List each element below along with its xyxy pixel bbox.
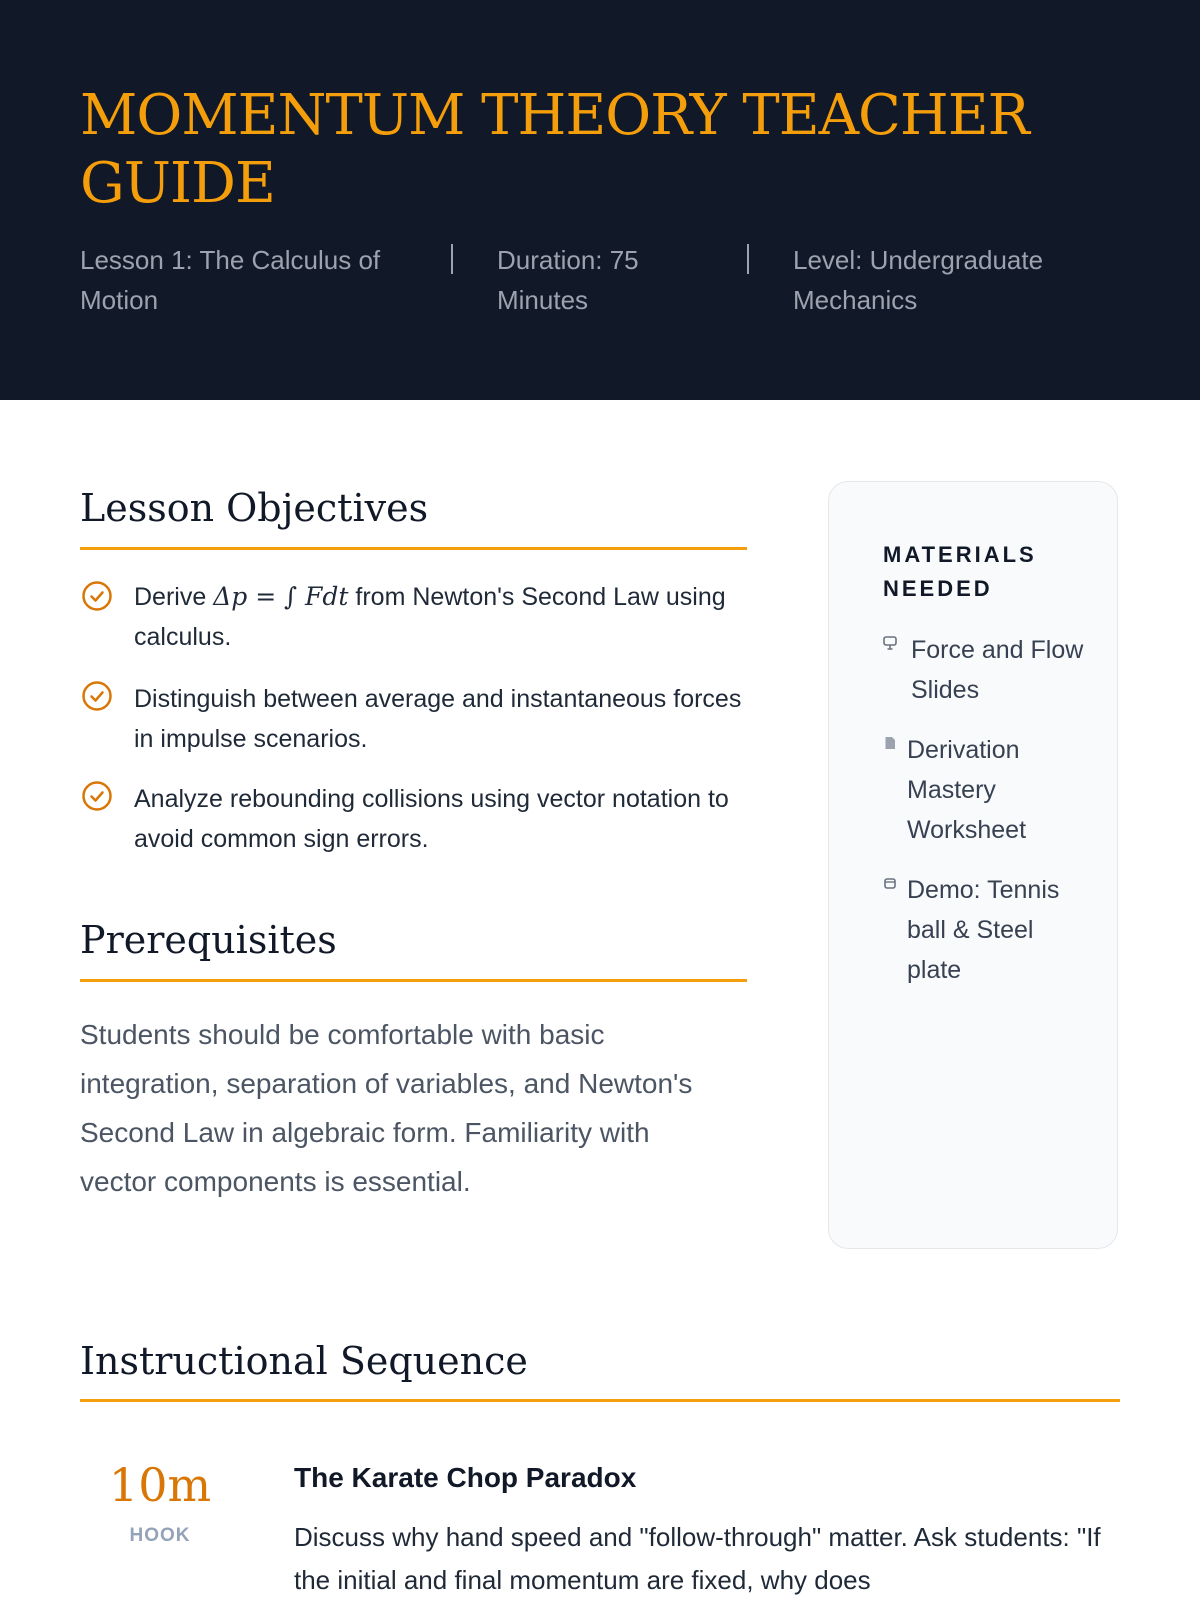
lesson-label: Lesson 1: The Calculus of Motion bbox=[80, 245, 381, 315]
check-circle-icon bbox=[81, 580, 113, 612]
objective-text: from Newton's Second Law using calculus. bbox=[134, 583, 726, 651]
meta-divider bbox=[747, 244, 749, 274]
objectives-rule bbox=[80, 547, 747, 550]
sequence-rule bbox=[80, 1399, 1120, 1402]
prerequisites-rule bbox=[80, 979, 747, 982]
page-title: MOMENTUM THEORY TEACHER GUIDE bbox=[80, 83, 1029, 216]
prerequisites-text: Students should be comfortable with basic integration, separation of variables, and Newton's Second Law in algebraic form. Familiarity with vector components is essential. bbox=[80, 1019, 693, 1197]
document-icon bbox=[883, 736, 897, 750]
step-duration: 10m bbox=[108, 1458, 212, 1512]
level-label: Level: Undergraduate Mechanics bbox=[793, 245, 1044, 315]
materials-title: MATERIALS NEEDED bbox=[883, 542, 1037, 601]
duration-label: Duration: 75 Minutes bbox=[497, 245, 639, 315]
sequence-heading: Instructional Sequence bbox=[80, 1339, 528, 1383]
meta-divider bbox=[451, 244, 453, 274]
objective-item: Analyze rebounding collisions using vector notation to avoid common sign errors. bbox=[134, 785, 729, 853]
material-item: Derivation Mastery Worksheet bbox=[907, 736, 1027, 844]
header-banner bbox=[0, 0, 1200, 400]
material-item: Force and Flow Slides bbox=[911, 636, 1084, 704]
check-circle-icon bbox=[81, 680, 113, 712]
box-icon bbox=[883, 876, 897, 890]
objective-item bbox=[134, 577, 754, 657]
objective-text: Derive bbox=[134, 583, 214, 611]
step-description: Discuss why hand speed and "follow-through" matter. Ask students: "If the initial and final momentum are fixed, why does bbox=[294, 1522, 1101, 1595]
material-item: Demo: Tennis ball & Steel plate bbox=[907, 876, 1060, 984]
step-phase: HOOK bbox=[129, 1525, 191, 1546]
prerequisites-heading: Prerequisites bbox=[80, 918, 337, 962]
presentation-icon bbox=[883, 636, 897, 650]
step-title: The Karate Chop Paradox bbox=[294, 1462, 637, 1493]
objective-item: Distinguish between average and instantaneous forces in impulse scenarios. bbox=[134, 685, 742, 753]
check-circle-icon bbox=[81, 780, 113, 812]
materials-card bbox=[828, 481, 1118, 1249]
impulse-equation: Δp = ∫ Fdt bbox=[213, 582, 349, 611]
objectives-heading: Lesson Objectives bbox=[80, 486, 429, 530]
